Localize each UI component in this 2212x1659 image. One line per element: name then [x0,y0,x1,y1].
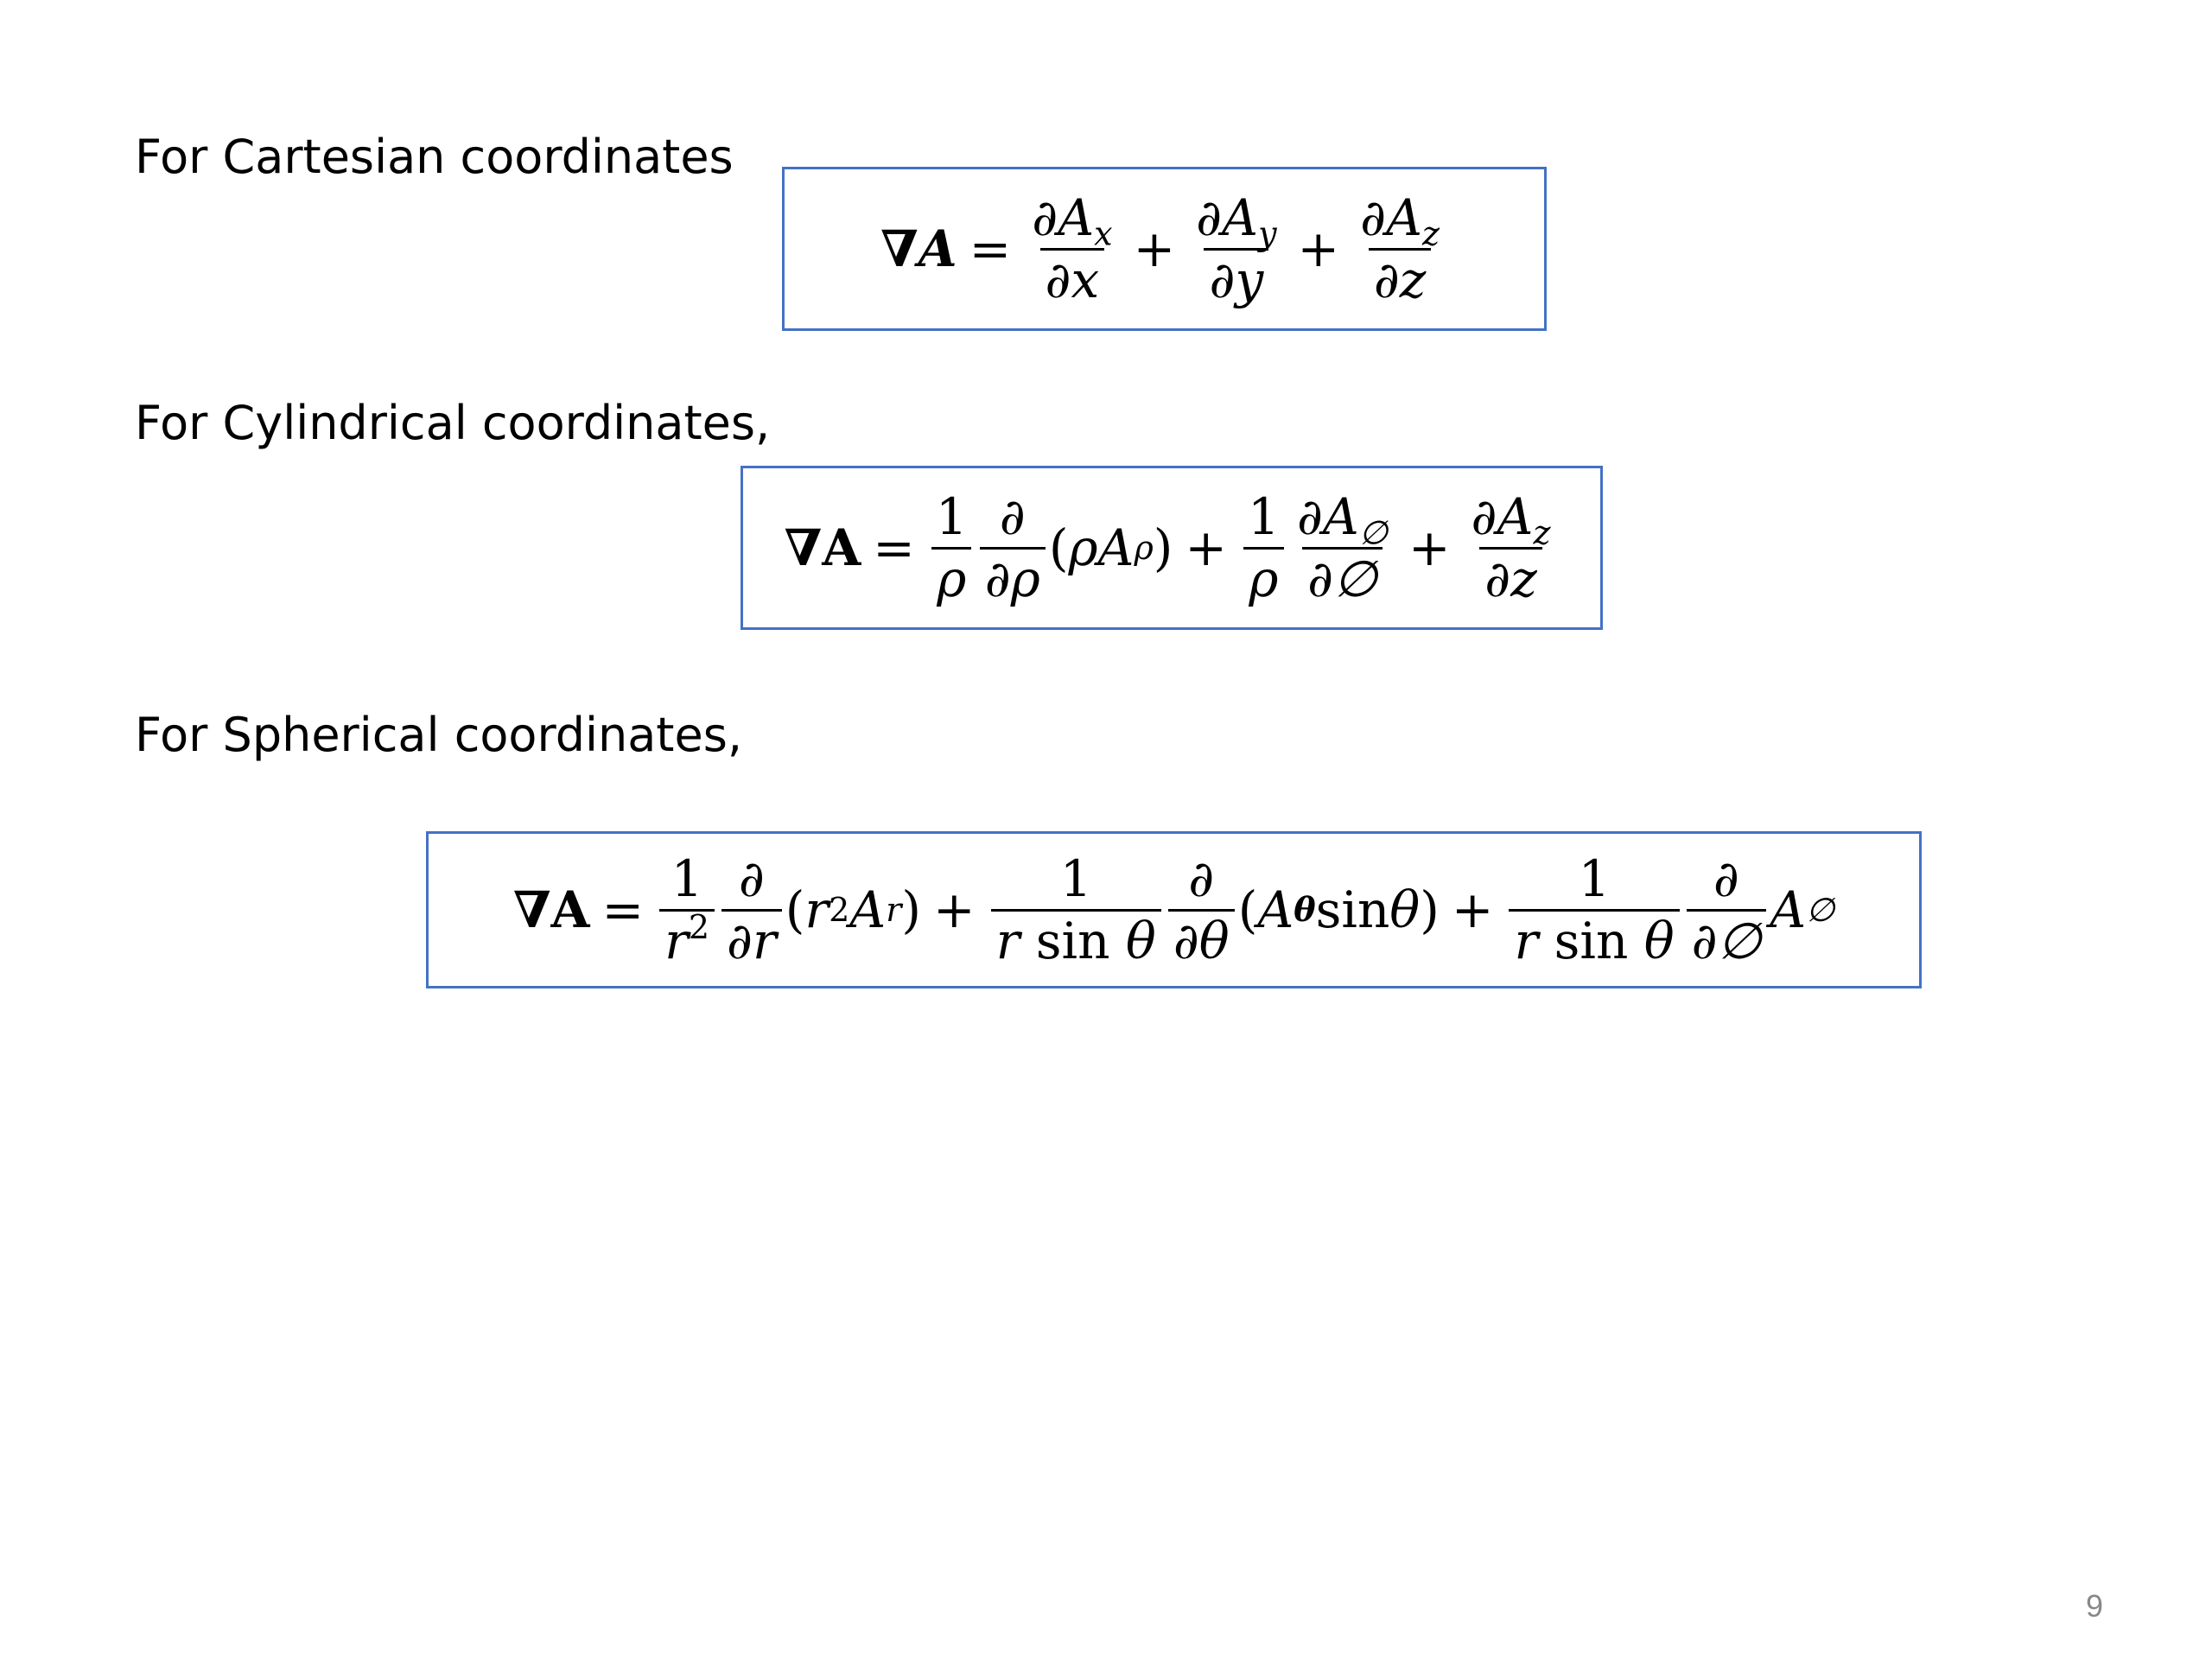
cylindrical-label: For Cylindrical coordinates, [135,396,771,450]
cartesian-equation-box [782,167,1547,331]
cartesian-label: For Cartesian coordinates [135,130,734,184]
spherical-equation-box [426,831,1922,988]
spherical-divergence-equation: ∇A = $\frac{1}{r^2}$ $\frac{\partial}{\partial r}$ ( r 2 A r ) + $\frac{1}{\text{r sin θ}}$ $\frac{\partial}{\partial\theta}$ ( A θ sin θ ) + $\frac{1}{\text{r sin θ}}$ $\frac{\partial}{\partial\emptyset}$ A ∅ [512,849,1835,970]
spherical-label: For Spherical coordinates, [135,708,743,762]
cylindrical-equation-box [741,466,1603,630]
page-number: 9 [2085,1588,2103,1624]
cartesian-divergence-equation: ∇ A = $\frac{\partial A_x}{\partial x}$ + $\frac{\partial A_y}{\partial y}$ + $\frac{\partial A_z}{\partial z}$ [880,188,1440,309]
cylindrical-divergence-equation: ∇A = $\frac{1}{\rho}$ $\frac{\partial}{\partial\rho}$ ( ρA ρ ) + $\frac{1}{\rho}$ $\frac{\partial A_\emptyset}{\partial\emptyset}$ + $\frac{\partial A_z}{\partial z}$ [784,486,1551,608]
